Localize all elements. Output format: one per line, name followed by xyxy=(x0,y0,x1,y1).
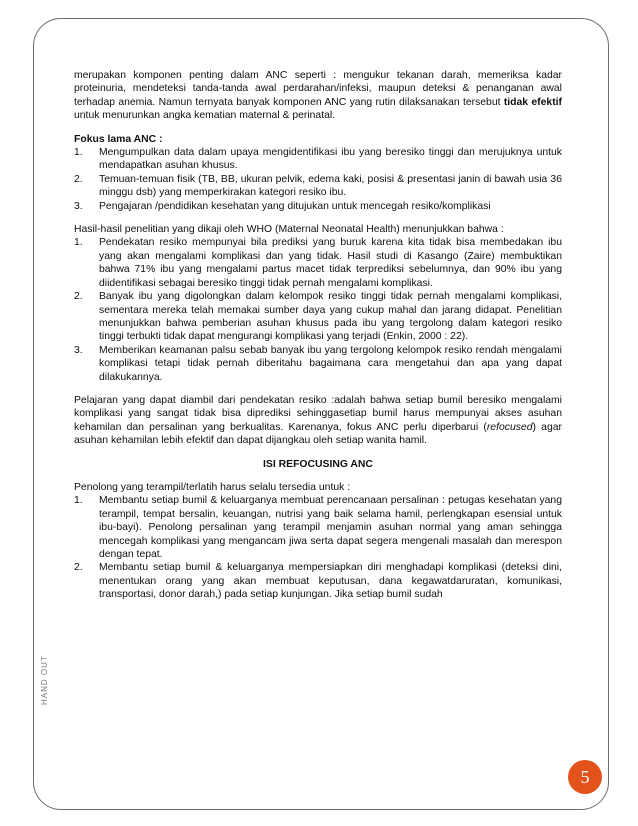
intro-paragraph xyxy=(74,69,562,123)
list-item: 2. Membantu setiap bumil & keluarganya mempersiapkan diri menghadapi komplikasi (deteksi dini, menentukan orang yang akan membuat keputusan, dana kegawatdaruratan, komunikasi, transportasi, donor darah,) pada setiap kunjungan. Jika setiap bumil sudah xyxy=(74,562,562,601)
page-number-badge: 5 xyxy=(568,760,602,794)
list-item: 2. Banyak ibu yang digolongkan dalam kelompok resiko tinggi tidak pernah mengalami komplikasi, sementara mereka telah memakai sumber daya yang cukup mahal dan jarang didapat. Penelitian menunjukkan bahwa pemberian asuhan khusus pada ibu yang tergolong dalam kategori resiko tinggi terbukti tidak dapat mengurangi komplikasi yang terjadi (Enkin, 2000 : 22). xyxy=(74,291,562,343)
hasil-list xyxy=(74,236,562,383)
intro-text: merupakan komponen penting dalam ANC seperti : mengukur tekanan darah, memeriksa kadar proteinuria, mendeteksi tanda-tanda awal perdarahan/infeksi, maupun deteksi & penanganan awal terhadap anemia. Namun ternyata banyak komponen ANC yang rutin dilaksanakan tersebut xyxy=(74,70,562,108)
list-item: 2. Temuan-temuan fisik (TB, BB, ukuran pelvik, edema kaki, posisi & presentasi janin di bawah usia 36 minggu dsb) yang memperkirakan kategori resiko ibu. xyxy=(74,173,562,199)
penolong-list xyxy=(74,494,562,601)
list-item: 1. Membantu setiap bumil & keluarganya membuat perencanaan persalinan : petugas kesehatan yang terampil, tempat bersalin, keuangan, nutrisi yang baik selama hamil, perlengkapan esensial untuk ibu-bayi). Penolong persalinan yang terampil menjamin asuhan normal yang aman sehingga mencegah komplikasi yang mengancam jiwa serta dapat segera mengenali masalah dan merespon dengan tepat. xyxy=(74,495,562,560)
intro-bold-text: tidak efektif xyxy=(503,96,562,108)
fokus-heading: Fokus lama ANC : xyxy=(74,133,163,145)
list-item: 3. Memberikan keamanan palsu sebab banyak ibu yang tergolong kelompok resiko rendah mengalami komplikasi tetapi tidak pernah diberitahu bagaimana cara mengetahui dan apa yang dapat dilakukannya. xyxy=(74,344,562,383)
fokus-list xyxy=(74,146,562,213)
list-item: 3. Pengajaran /pendidikan kesehatan yang ditujukan untuk mencegah resiko/komplikasi xyxy=(74,200,491,212)
list-item: 1. Pendekatan resiko mempunyai bila prediksi yang buruk karena kita tidak bisa membedakan ibu yang akan mengalami komplikasi dan yang tidak. Hasil studi di Kasango (Zaire) membuktikan bahwa 71% ibu yang mengalami partus macet tidak terprediksi sebelumnya, dan 90% ibu yang diidentifikasi sebagai beresiko tinggi tidak pernah mengalami komplikasi. xyxy=(74,237,562,289)
hasil-heading: Hasil-hasil penelitian yang dikaji oleh WHO (Maternal Neonatal Health) menunjukkan bahwa : xyxy=(74,224,504,236)
list-item: 1. Mengumpulkan data dalam upaya mengidentifikasi ibu yang beresiko tinggi dan merujuknya untuk mendapatkan asuhan khusus. xyxy=(74,147,562,172)
side-label: HAND OUT xyxy=(40,655,49,705)
refocused-term: refocused xyxy=(486,421,533,433)
section-title: ISI REFOCUSING ANC xyxy=(263,458,373,470)
document-body xyxy=(74,69,562,602)
penolong-heading: Penolong yang terampil/terlatih harus selalu tersedia untuk : xyxy=(74,481,351,493)
intro-text-end: untuk menurunkan angka kematian maternal & perinatal. xyxy=(74,110,336,122)
pelajaran-paragraph: Pelajaran yang dapat diambil dari pendekatan resiko :adalah bahwa setiap bumil beresiko mengalami komplikasi yang sangat tidak bisa diprediksi sehinggasetiap bumil harus mempunyai akses asuhan kehamilan dan persalinan yang berkualitas. Karenanya, fokus ANC perlu diperbarui (refocused) agar asuhan kehamilan lebih efektif dan dapat dijangkau oleh setiap wanita hamil. xyxy=(74,394,562,447)
